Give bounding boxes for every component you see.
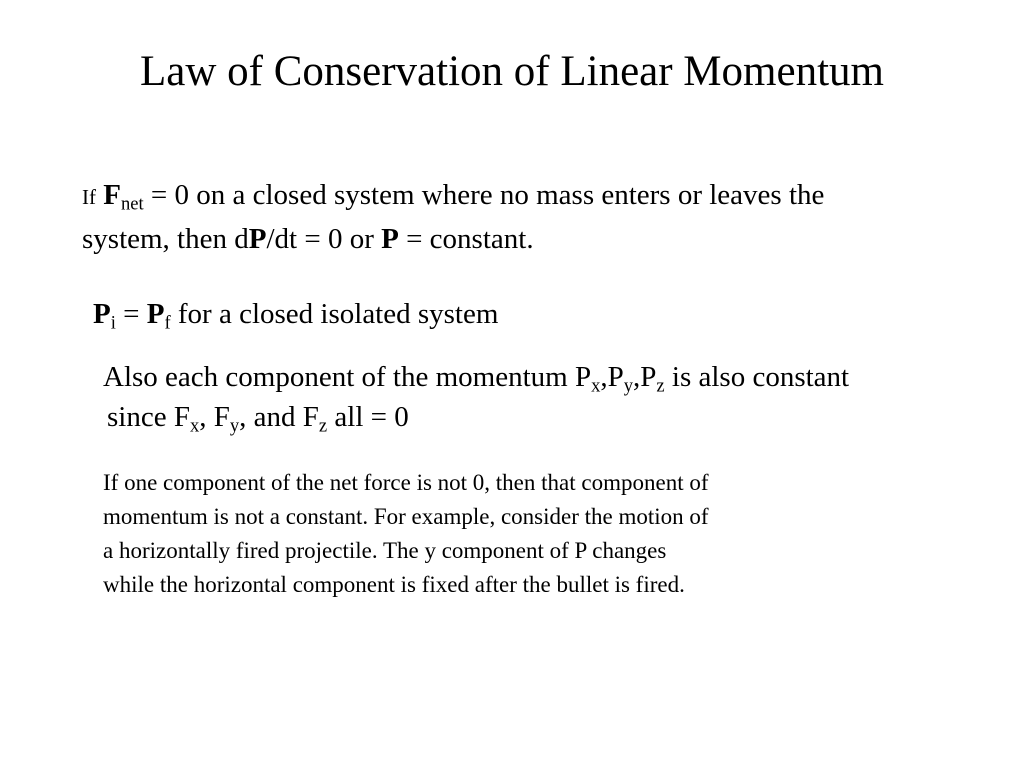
- component-statement: [103, 357, 849, 437]
- fz-subscript: z: [318, 415, 328, 437]
- equals-sign: =: [115, 298, 147, 330]
- component-line-1-start: Also each component of the momentum P: [103, 361, 592, 393]
- force-symbol: F: [103, 179, 121, 211]
- final-subscript: f: [164, 312, 171, 334]
- component-line-2-start: since F: [107, 401, 190, 433]
- separator: , and F: [239, 401, 319, 433]
- momentum-equation: [93, 294, 498, 334]
- statement-line-2: [82, 218, 824, 260]
- conservation-statement: [82, 174, 824, 260]
- note-line: a horizontally fired projectile. The y component of P changes: [103, 538, 667, 563]
- statement-line-1: [82, 174, 824, 218]
- py-subscript: y: [623, 375, 634, 397]
- momentum-symbol: P: [248, 223, 267, 255]
- note-line: while the horizontal component is fixed after the bullet is fired.: [103, 572, 685, 597]
- note-line: momentum is not a constant. For example, consider the motion of: [103, 504, 709, 529]
- force-subscript: net: [120, 193, 144, 215]
- separator: , F: [199, 401, 230, 433]
- px-subscript: x: [591, 375, 601, 397]
- separator: ,P: [633, 361, 657, 393]
- slide-title: Law of Conservation of Linear Momentum: [140, 48, 884, 95]
- statement-line-2-mid: /dt = 0 or: [266, 223, 382, 255]
- component-line-1-end: is also constant: [664, 361, 850, 393]
- final-momentum-symbol: P: [146, 298, 165, 330]
- statement-line-1-text: = 0 on a closed system where no mass enters or leaves the: [143, 179, 825, 211]
- component-line-1: [103, 357, 849, 397]
- equation-description: for a closed isolated system: [170, 298, 499, 330]
- statement-line-2-end: = constant.: [398, 223, 534, 255]
- initial-subscript: i: [110, 312, 116, 334]
- if-word: If: [82, 185, 96, 209]
- fy-subscript: y: [229, 415, 240, 437]
- momentum-symbol: P: [381, 223, 399, 255]
- note-line: If one component of the net force is not 0, then that component of: [103, 470, 709, 495]
- initial-momentum-symbol: P: [93, 298, 111, 330]
- component-line-2-end: all = 0: [327, 401, 409, 433]
- fx-subscript: x: [189, 415, 200, 437]
- statement-line-2-start: system, then d: [82, 223, 249, 255]
- component-line-2: [103, 397, 849, 437]
- pz-subscript: z: [656, 375, 665, 397]
- projectile-note: [103, 466, 709, 602]
- separator: ,P: [600, 361, 624, 393]
